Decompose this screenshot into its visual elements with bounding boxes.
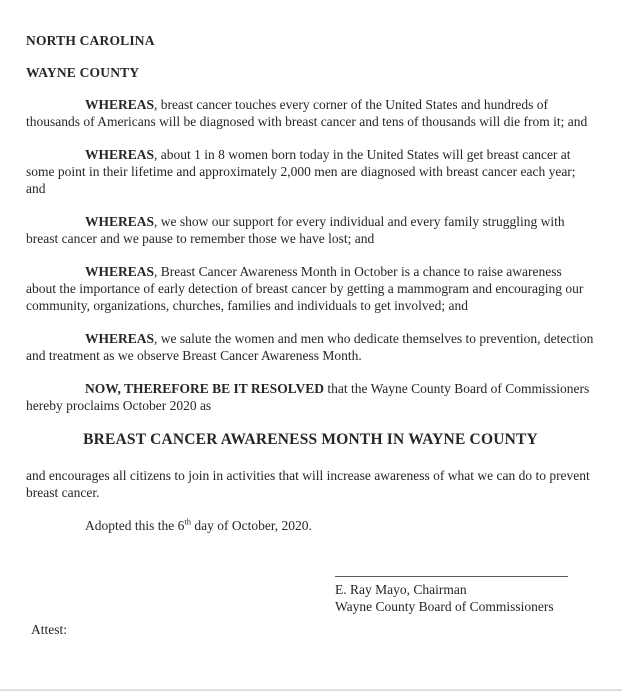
- whereas-body: , we salute the women and men who dedicate themselves to prevention, detection and treatment as we observe Breast Cancer Awareness Month.: [26, 331, 594, 363]
- resolution-lead: NOW, THEREFORE BE IT RESOLVED: [85, 381, 324, 396]
- attest-label: Attest:: [31, 622, 67, 637]
- resolution-paragraph: [26, 380, 595, 414]
- adoption-line: [26, 517, 595, 534]
- county-caption: WAYNE COUNTY: [26, 65, 140, 80]
- whereas-paragraph-5: [26, 330, 595, 364]
- resolution-body: that the Wayne County Board of Commissioners hereby proclaims October 2020 as: [26, 381, 590, 413]
- whereas-body: , Breast Cancer Awareness Month in October is a chance to raise awareness about the importance of early detection of breast cancer by getting a mammogram and encouraging our community, organizations, churches, families and individuals to get involved; and: [26, 264, 584, 313]
- proclamation-title: BREAST CANCER AWARENESS MONTH IN WAYNE COUNTY: [83, 431, 538, 448]
- whereas-lead: WHEREAS: [85, 264, 155, 279]
- scan-edge-artifact: [0, 689, 622, 691]
- state-caption: NORTH CAROLINA: [26, 33, 155, 48]
- whereas-paragraph-3: [26, 213, 595, 247]
- signature-block: [335, 576, 568, 615]
- whereas-lead: WHEREAS: [85, 214, 155, 229]
- whereas-body: , about 1 in 8 women born today in the United States will get breast cancer at some point in their lifetime and approximately 2,000 men are diagnosed with breast cancer each year; and: [26, 147, 576, 196]
- adoption-prefix: Adopted this the 6: [85, 518, 185, 533]
- whereas-lead: WHEREAS: [85, 331, 155, 346]
- whereas-paragraph-1: [26, 96, 595, 130]
- signature-line: [335, 576, 568, 577]
- closing-paragraph: and encourages all citizens to join in activities that will increase awareness of what we can do to prevent breast cancer.: [26, 468, 590, 500]
- whereas-paragraph-2: [26, 146, 595, 197]
- signatory-organization: Wayne County Board of Commissioners: [335, 599, 554, 614]
- whereas-body: , we show our support for every individual and every family struggling with breast cancer and we pause to remember those we have lost; and: [26, 214, 565, 246]
- adoption-rest: day of October, 2020.: [191, 518, 312, 533]
- ordinal-superscript: th: [184, 516, 191, 527]
- whereas-body: , breast cancer touches every corner of the United States and hundreds of thousands of Americans will be diagnosed with breast cancer and tens of thousands will die from it; and: [26, 97, 588, 129]
- whereas-paragraph-4: [26, 263, 595, 314]
- whereas-lead: WHEREAS: [85, 147, 155, 162]
- signatory-name: E. Ray Mayo, Chairman: [335, 582, 467, 597]
- whereas-lead: WHEREAS: [85, 97, 155, 112]
